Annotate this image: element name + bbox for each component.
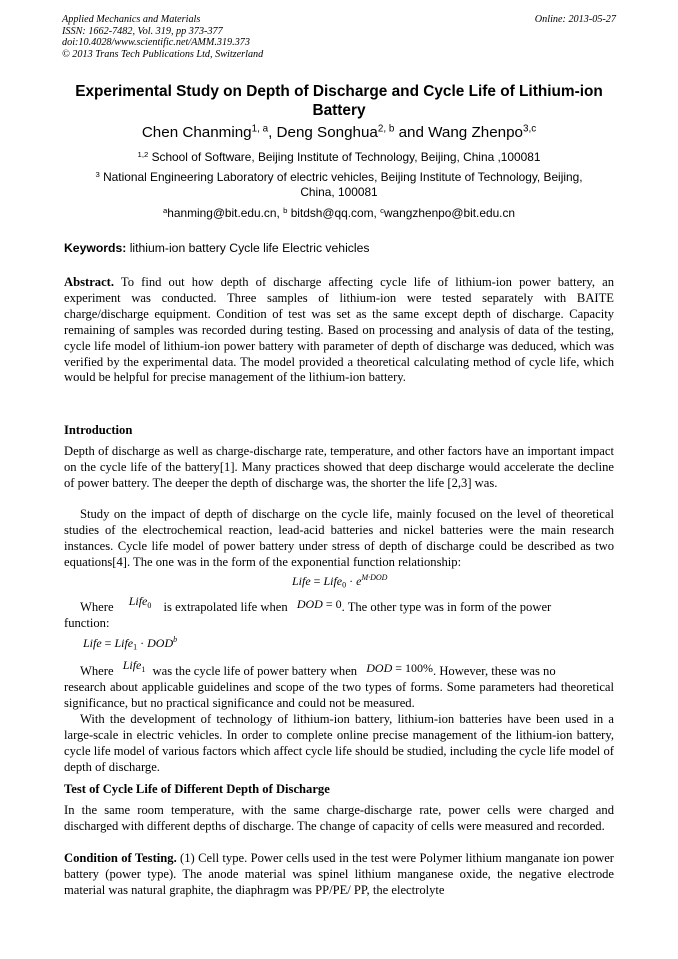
where1-var [129, 594, 152, 608]
online-date: Online: 2013-05-27 [534, 14, 616, 25]
condition-paragraph [64, 851, 614, 899]
eq2-exponent: b [173, 635, 178, 644]
email-c-sup: c [380, 205, 384, 215]
email-b-sup: b [283, 205, 288, 215]
abstract-text: To find out how depth of discharge affecting cycle life of lithium-ion power battery, an experiment was conducted. Three samples of lithium-ion were tested separately with BAITE charge/discharge equipment. Condition of test was set as the same except depth of discharge. Capacity remaining of samples was recorded during testing. Based on processing and analysis of data of the testing, cycle life model of lithium-ion power battery with parameter of depth of discharge was deduced, which was verified by the experimental data. The model provided a theoretical calculating method of cycle life, which would be helpful for precise management of the lithium-ion battery. [64, 275, 614, 385]
where2-cond [366, 661, 433, 675]
where2-cond-var: DOD [366, 661, 393, 675]
eq2-dot: · [137, 635, 148, 650]
eq1-sub: 0 [342, 580, 347, 590]
author-3: Wang Zhenpo [428, 124, 523, 141]
test-heading: Test of Cycle Life of Different Depth of Discharge [64, 782, 330, 796]
keywords [64, 241, 369, 255]
affiliation-1-sup: 1,2 [137, 149, 149, 159]
where1-cond-var: DOD [296, 597, 323, 611]
eq1-base: Life [323, 573, 343, 588]
where1-cond-val: = 0 [322, 597, 342, 611]
where1-var-sub: 0 [147, 600, 152, 610]
affiliation-2 [80, 170, 598, 200]
author-1-sup: 1, a [251, 123, 269, 135]
author-3-sup: 3,c [522, 123, 537, 135]
where1-var-text: Life [128, 594, 148, 608]
intro-paragraph-3: research about applicable guidelines and scope of the two types of forms. Some parameters had theoretical significance, but no practical significance and could not be measured. [64, 680, 614, 710]
equation-power [83, 635, 177, 652]
eq2-sub: 1 [133, 642, 138, 652]
where-line-1b: function: [64, 616, 110, 630]
title-line-1: Experimental Study on Depth of Discharge and Cycle Life of Lithium-ion [75, 83, 603, 100]
eq2-base: Life [114, 635, 134, 650]
introduction-heading: Introduction [64, 423, 133, 437]
eq2-lhs: Life [83, 635, 102, 650]
email-c: wangzhenpo@bit.edu.cn [383, 206, 516, 220]
where2-var-text: Life [122, 658, 142, 672]
keywords-label: Keywords: [64, 241, 127, 255]
eq1-e: e [356, 573, 362, 588]
author-list [50, 124, 628, 142]
affiliation-1 [80, 150, 598, 165]
where2-var [123, 658, 146, 672]
author-2: Deng Songhua [276, 124, 378, 141]
author-separator: , [268, 124, 277, 141]
journal-name: Applied Mechanics and Materials [62, 14, 201, 25]
condition-text: (1) Cell type. Power cells used in the test were Polymer lithium manganate ion power battery (power type). The anode material was spinel lithium manganese oxide, the negative electrode material was natural graphite, the diaphragm was PP/PE/ PP, the electrolyte [64, 851, 614, 897]
keywords-text: lithium-ion battery Cycle life Electric vehicles [126, 241, 370, 255]
where2-c: . However, these was no [433, 664, 556, 678]
intro-paragraph-1: Depth of discharge as well as charge-discharge rate, temperature, and other factors have an important impact on the cycle life of the battery[1]. Many practices showed that deep discharge would accelerate the decline of power battery. The deeper the depth of discharge was, the shorter the life [2,3] was. [64, 444, 614, 490]
title-line-2: Battery [312, 102, 366, 119]
email-line [80, 206, 598, 221]
paper-title [50, 82, 628, 120]
affiliation-2-text: National Engineering Laboratory of electric vehicles, Beijing Institute of Technology, Beijing, China, 100081 [99, 170, 583, 199]
eq2-dod: DOD [147, 635, 174, 650]
journal-issn: ISSN: 1662-7482, Vol. 319, pp 373-377 [62, 25, 223, 37]
intro-paragraph-2: Study on the impact of depth of discharge on the cycle life, mainly focused on the level of theoretical studies of the electrochemical reaction, lead-acid batteries and nickel batteries were the main research instances. Cycle life model of power battery under stress of depth of discharge could be described as two equations[4]. The one was in the form of the exponential function relationship: [64, 507, 614, 569]
where2-var-sub: 1 [141, 664, 146, 674]
journal-copyright: © 2013 Trans Tech Publications Ltd, Switzerland [62, 48, 264, 60]
eq1-exponent: M·DOD [361, 573, 388, 582]
condition-label: Condition of Testing. [64, 851, 177, 865]
intro-paragraph-4: With the development of technology of lithium-ion battery, lithium-ion batteries have been used in a large-scale in electric vehicles. In order to complete online precise management of the lithium-ion battery, cycle life model of various factors which affect cycle life should be studied, including the cycle life model of depth of discharge. [64, 712, 614, 774]
author-separator: and [394, 124, 429, 141]
author-2-sup: 2, b [377, 123, 395, 135]
where2-b: was the cycle life of power battery when [149, 664, 361, 678]
email-a-sup: a [162, 205, 168, 215]
abstract [64, 275, 614, 386]
equation-exponential [292, 573, 387, 590]
where2-a: Where [80, 664, 117, 678]
where1-c: . The other type was in form of the power [341, 600, 552, 614]
where1-cond [297, 597, 342, 611]
email-b: bitdsh@qq.com, [287, 206, 381, 220]
journal-doi: doi:10.4028/www.scientific.net/AMM.319.373 [62, 37, 250, 49]
where1-a: Where [80, 600, 117, 614]
journal-header [62, 14, 263, 60]
eq1-equals: = [310, 573, 324, 588]
where1-b: is extrapolated life when [160, 600, 291, 614]
affiliation-1-text: School of Software, Beijing Institute of Technology, Beijing, China ,100081 [148, 150, 541, 164]
abstract-label: Abstract. [64, 275, 115, 289]
author-1: Chen Chanming [141, 124, 252, 141]
eq1-lhs: Life [292, 573, 311, 588]
eq1-dot: · [346, 573, 357, 588]
test-paragraph-1: In the same room temperature, with the same charge-discharge rate, power cells were charged and discharged with different depths of discharge. The change of capacity of cells were measured and recorded. [64, 803, 614, 833]
affiliation-2-sup: 3 [95, 169, 100, 179]
email-a: hanming@bit.edu.cn, [167, 206, 284, 220]
eq2-equals: = [101, 635, 115, 650]
where2-cond-val: = 100% [392, 661, 434, 675]
